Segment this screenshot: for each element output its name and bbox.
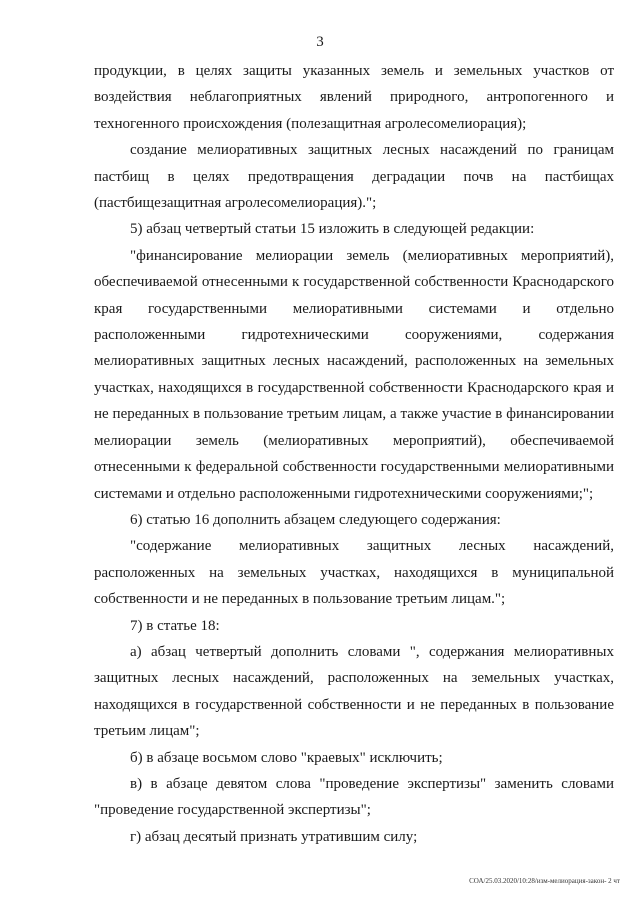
footer-file-stamp: СОА/25.03.2020/10:28/изм-мелиорация-закон- 2 чт bbox=[469, 877, 620, 885]
paragraph-7: 7) в статье 18: bbox=[130, 617, 220, 634]
paragraph-4: "финансирование мелиорации земель (мелиоративных мероприятий), обеспечиваемой отнесенными к государственной собственности Краснодарского края государственными мелиоративными системами и отдельно расположенными гидротехническими сооружениями, содержания мелиоративных защитных лесных насаждений, расположенных на земельных участках, находящихся в государственной собственности Краснодарского края и не переданных в пользование третьим лицам, а также участие в финансировании мелиорации земель (мелиоративных мероприятий), обеспечиваемой отнесенными к федеральной собственности государственными мелиоративными системами и отдельно расположенными гидротехническими сооружениями;"; bbox=[94, 247, 614, 502]
document-body bbox=[94, 58, 614, 850]
paragraph-2: создание мелиоративных защитных лесных насаждений по границам пастбищ в целях предотвращения деградации почв на пастбищах (пастбищезащитная агролесомелиорация)."; bbox=[94, 142, 614, 212]
paragraph-6: "содержание мелиоративных защитных лесных насаждений, расположенных на земельных участках, находящихся в муниципальной собственности и не переданных в пользование третьим лицам."; bbox=[94, 538, 614, 608]
paragraph-1: продукции, в целях защиты указанных земель и земельных участков от воздействия неблагоприятных явлений природного, антропогенного и техногенного происхождения (полезащитная агролесомелиорация); bbox=[94, 63, 614, 132]
paragraph-9: б) в абзаце восьмом слово "краевых" исключить; bbox=[130, 749, 443, 766]
paragraph-10: в) в абзаце девятом слова "проведение экспертизы" заменить словами "проведение государственной экспертизы"; bbox=[94, 775, 614, 819]
page-number: 3 bbox=[316, 34, 324, 50]
paragraph-11: г) абзац десятый признать утратившим силу; bbox=[130, 828, 418, 845]
paragraph-3: 5) абзац четвертый статьи 15 изложить в следующей редакции: bbox=[130, 221, 535, 238]
paragraph-5: 6) статью 16 дополнить абзацем следующего содержания: bbox=[130, 511, 501, 528]
paragraph-8: а) абзац четвертый дополнить словами ", содержания мелиоративных защитных лесных насаждений, расположенных на земельных участках, находящихся в государственной собственности и не переданных в пользование третьим лицам"; bbox=[94, 643, 614, 740]
